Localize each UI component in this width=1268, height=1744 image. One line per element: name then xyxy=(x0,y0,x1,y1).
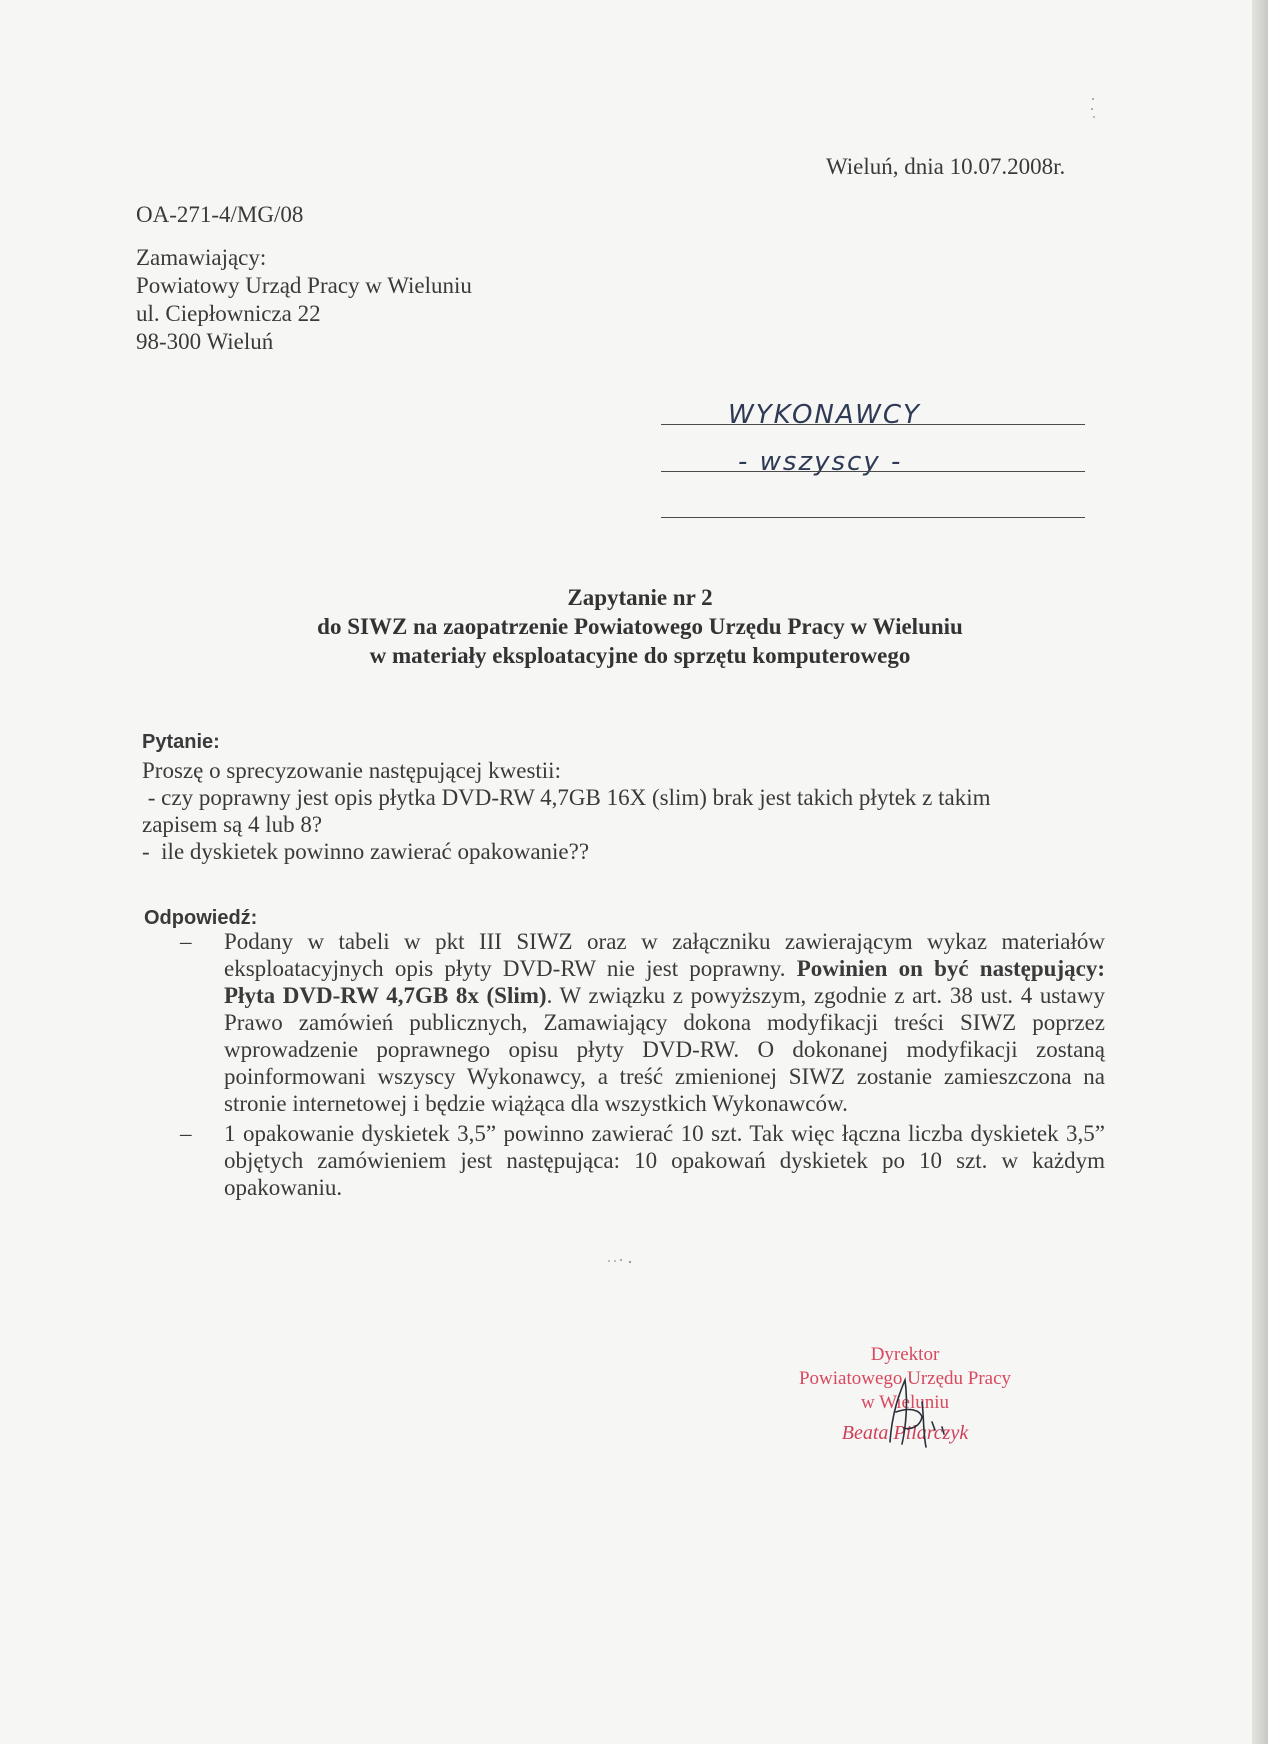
scan-speck xyxy=(1088,95,1098,125)
question-body xyxy=(142,757,1102,865)
question-line: zapisem są 4 lub 8? xyxy=(142,812,323,837)
scan-edge xyxy=(1252,0,1268,1744)
handwritten-signature xyxy=(860,1372,970,1452)
answer-bold-text: Powinien on być następujący: Płyta DVD-RW 4,7GB 8x (Slim) xyxy=(224,956,1105,1008)
handwritten-recipient-note: - wszyscy - xyxy=(738,447,903,477)
question-line: Proszę o sprecyzowanie następującej kwestii: xyxy=(142,758,561,783)
answer-text: . W związku z powyższym, zgodnie z art. 38 ust. 4 ustawy Prawo zamówień publicznych, Zamawiający dokona modyfikacji treści SIWZ poprzez wprowadzenie poprawnego opisu płyty DVD-RW. O dokonanej modyfikacji zostaną poinformowani wszyscy Wykonawcy, a treść zmienionej SIWZ zostanie zamieszczona na stronie internetowej i będzie wiążąca dla wszystkich Wykonawców. xyxy=(224,983,1105,1116)
document-title xyxy=(290,583,990,670)
recipient-line-1 xyxy=(661,424,1085,425)
title-line: Zapytanie nr 2 xyxy=(567,585,713,610)
list-dash: – xyxy=(180,1121,192,1146)
answer-heading: Odpowiedź: xyxy=(144,907,258,929)
question-heading: Pytanie: xyxy=(142,731,220,753)
question-line: - ile dyskietek powinno zawierać opakowanie?? xyxy=(142,839,590,864)
stamp-line: w Wieluniu xyxy=(860,1392,950,1413)
title-line: do SIWZ na zaopatrzenie Powiatowego Urzędu Pracy w Wieluniu xyxy=(317,614,963,639)
recipient-line-3 xyxy=(661,517,1085,518)
stamp-line: Powiatowego Urzędu Pracy xyxy=(798,1368,1012,1389)
sender-line: 98-300 Wieluń xyxy=(136,329,274,354)
sender-line: Zamawiający: xyxy=(136,245,267,270)
answer-text: 1 opakowanie dyskietek 3,5” powinno zawierać 10 szt. Tak więc łączna liczba dyskietek 3,5” objętych zamówieniem jest następująca: 10 opakowań dyskietek po 10 szt. w każdym opakowaniu. xyxy=(224,1121,1105,1200)
answer-item xyxy=(180,928,1105,1117)
recipient-line-2 xyxy=(661,471,1085,472)
document-date: Wieluń, dnia 10.07.2008r. xyxy=(826,154,1066,179)
sender-line: ul. Ciepłownicza 22 xyxy=(136,301,321,326)
stamp-name: Beata Pilarczyk xyxy=(841,1422,969,1444)
list-dash: – xyxy=(180,929,192,954)
scan-speck xyxy=(606,1256,636,1266)
stamp-line: Dyrektor xyxy=(870,1344,940,1365)
reference-number: OA-271-4/MG/08 xyxy=(136,202,304,227)
answer-item xyxy=(180,1120,1105,1201)
title-line: w materiały eksploatacyjne do sprzętu komputerowego xyxy=(369,643,911,668)
answer-body xyxy=(180,928,1105,1201)
handwritten-recipient: WYKONAWCY xyxy=(728,400,921,430)
answer-text: Podany w tabeli w pkt III SIWZ oraz w załączniku zawierającym wykaz materiałów eksploatacyjnych opis płyty DVD-RW nie jest poprawny. xyxy=(224,929,1105,981)
question-line: - czy poprawny jest opis płytka DVD-RW 4,7GB 16X (slim) brak jest takich płytek z takim xyxy=(142,785,991,810)
sender-line: Powiatowy Urząd Pracy w Wieluniu xyxy=(136,273,472,298)
sender-address xyxy=(136,244,472,356)
